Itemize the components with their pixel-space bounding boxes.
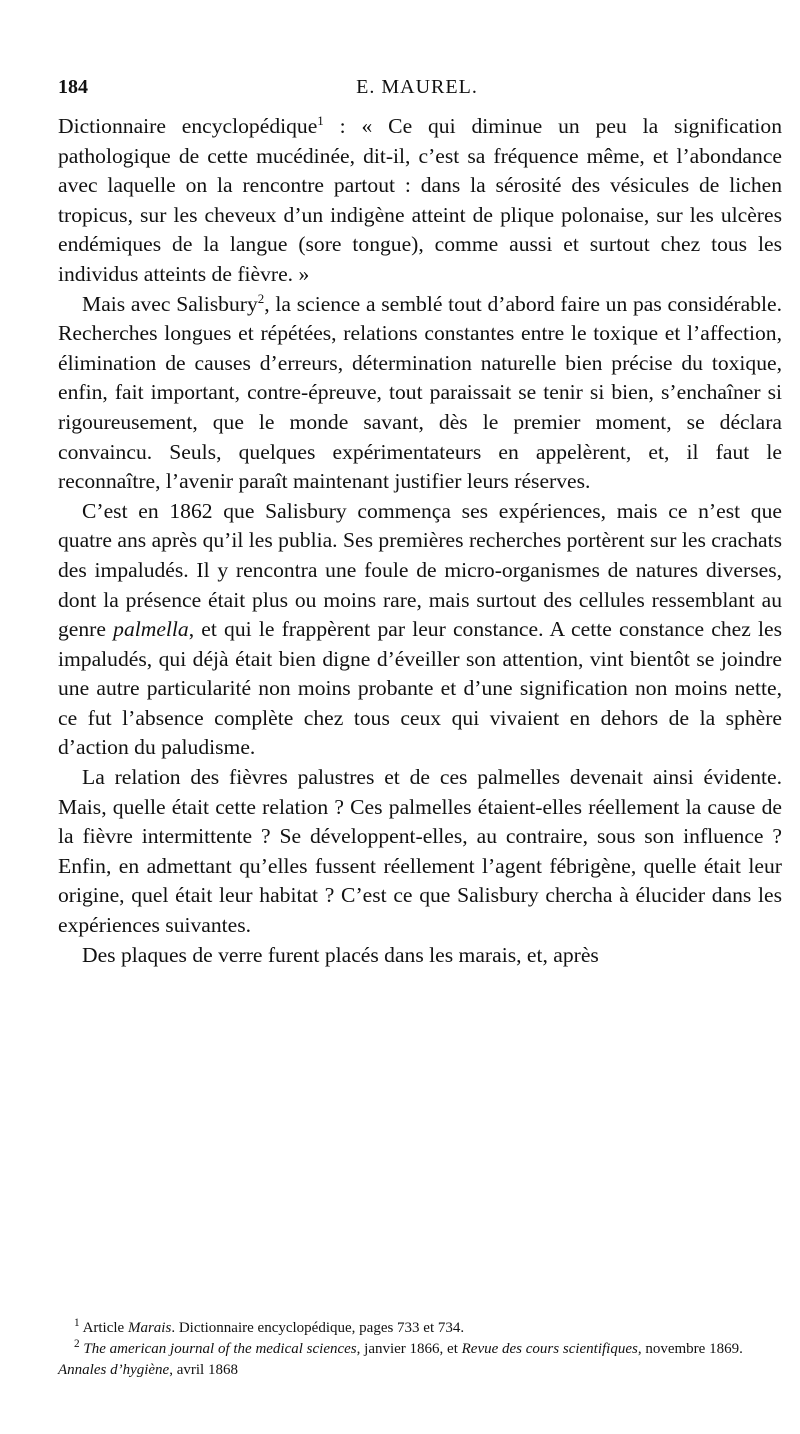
footnote-italic: Marais bbox=[127, 1320, 172, 1336]
footnote-ref: 1 bbox=[317, 112, 324, 128]
footnote-1 bbox=[58, 1318, 782, 1339]
footnote-italic: Revue des cours scientifiques bbox=[461, 1341, 638, 1357]
footnote-2 bbox=[58, 1339, 782, 1381]
paragraph-text: C’est en 1862 que Salisbury commença ses expériences, mais ce n’est que quatre ans après qu’il les publia. Ses premières recherches portèrent sur les crachats des impaludés. Il y rencontra une foule de micro-organismes de natures diverses, dont la présence était plus ou moins rare, mais surtout des cellules ressemblant au genre bbox=[58, 498, 782, 642]
footnote-mark: 1 bbox=[74, 1317, 80, 1329]
page-header bbox=[52, 76, 782, 108]
footnote-text: , novembre 1869. bbox=[637, 1341, 743, 1357]
running-head: E. MAUREL. bbox=[356, 76, 478, 98]
paragraph-text: Mais avec Salisbury bbox=[82, 291, 258, 316]
footnote-mark: 2 bbox=[74, 1338, 80, 1350]
page-number: 184 bbox=[58, 76, 88, 98]
paragraph-2 bbox=[58, 290, 782, 497]
footnote-italic: Annales d’hygiène bbox=[58, 1362, 170, 1378]
paragraph-text: , la science a semblé tout d’abord faire un pas considérable. Recherches longues et répétées, relations constantes entre le toxique et l’affection, élimination de causes d’erreurs, détermination naturelle bien précise du toxique, enfin, fait important, contre-épreuve, tout paraissait se tenir si bien, s’enchaîner si rigoureusement, que le monde savant, dès le premier moment, se déclara convaincu. Seuls, quelques expérimentateurs en appelèrent, et, il faut le reconnaître, l’avenir paraît maintenant justifier leurs réserves. bbox=[58, 291, 782, 494]
paragraph-4 bbox=[58, 763, 782, 941]
footnotes bbox=[58, 1318, 782, 1381]
footnote-ref: 2 bbox=[257, 290, 265, 306]
paragraph-text: La relation des fièvres palustres et de ces palmelles devenait ainsi évidente. Mais, quelle était cette relation ? Ces palmelles étaient-elles réellement la cause de la fièvre intermittente ? Se développent-elles, au contraire, sous son influence ? Enfin, en admettant qu’elles fussent réellement l’agent fébrigène, quelle était leur origine, quel était leur habitat ? C’est ce que Salisbury chercha à élucider dans les expériences suivantes. bbox=[58, 765, 782, 938]
footnote-italic: The american journal of the medical sciences bbox=[83, 1341, 357, 1357]
paragraph-5 bbox=[58, 941, 782, 971]
paragraph-1 bbox=[58, 112, 782, 290]
paragraph-text: Des plaques de verre furent placés dans les marais, et, après bbox=[82, 942, 599, 967]
footnote-text: , janvier 1866, et bbox=[356, 1341, 462, 1357]
footnote-text: Article bbox=[82, 1320, 128, 1336]
footnote-text: . Dictionnaire encyclopédique, pages 733 et 734. bbox=[171, 1320, 465, 1336]
paragraph-text: : « Ce qui diminue un peu la signification pathologique de cette mucédinée, dit-il, c’est sa fréquence même, et l’abondance avec laquelle on la rencontre partout : dans la sérosité des vésicules de lichen tropicus, sur les cheveux d’un indigène atteint de plique polonaise, sur les ulcères endémiques de la langue (sore tongue), comme aussi et surtout chez tous les individus atteints de fièvre. » bbox=[58, 114, 782, 286]
paragraph-text: Dictionnaire encyclopédique bbox=[58, 114, 318, 138]
paragraph-3 bbox=[58, 497, 782, 763]
paragraph-text: , et qui le frappèrent par leur constance. A cette constance chez les impaludés, qui déjà était bien digne d’éveiller son attention, vint bientôt se joindre une autre particularité non moins probante et d’une signification non moins nette, ce fut l’absence complète chez tous ceux qui vivaient en dehors de la sphère d’action du paludisme. bbox=[58, 617, 782, 760]
footnote-text: , avril 1868 bbox=[169, 1362, 238, 1378]
body-text bbox=[58, 112, 782, 970]
italic-term: palmella bbox=[113, 617, 189, 642]
